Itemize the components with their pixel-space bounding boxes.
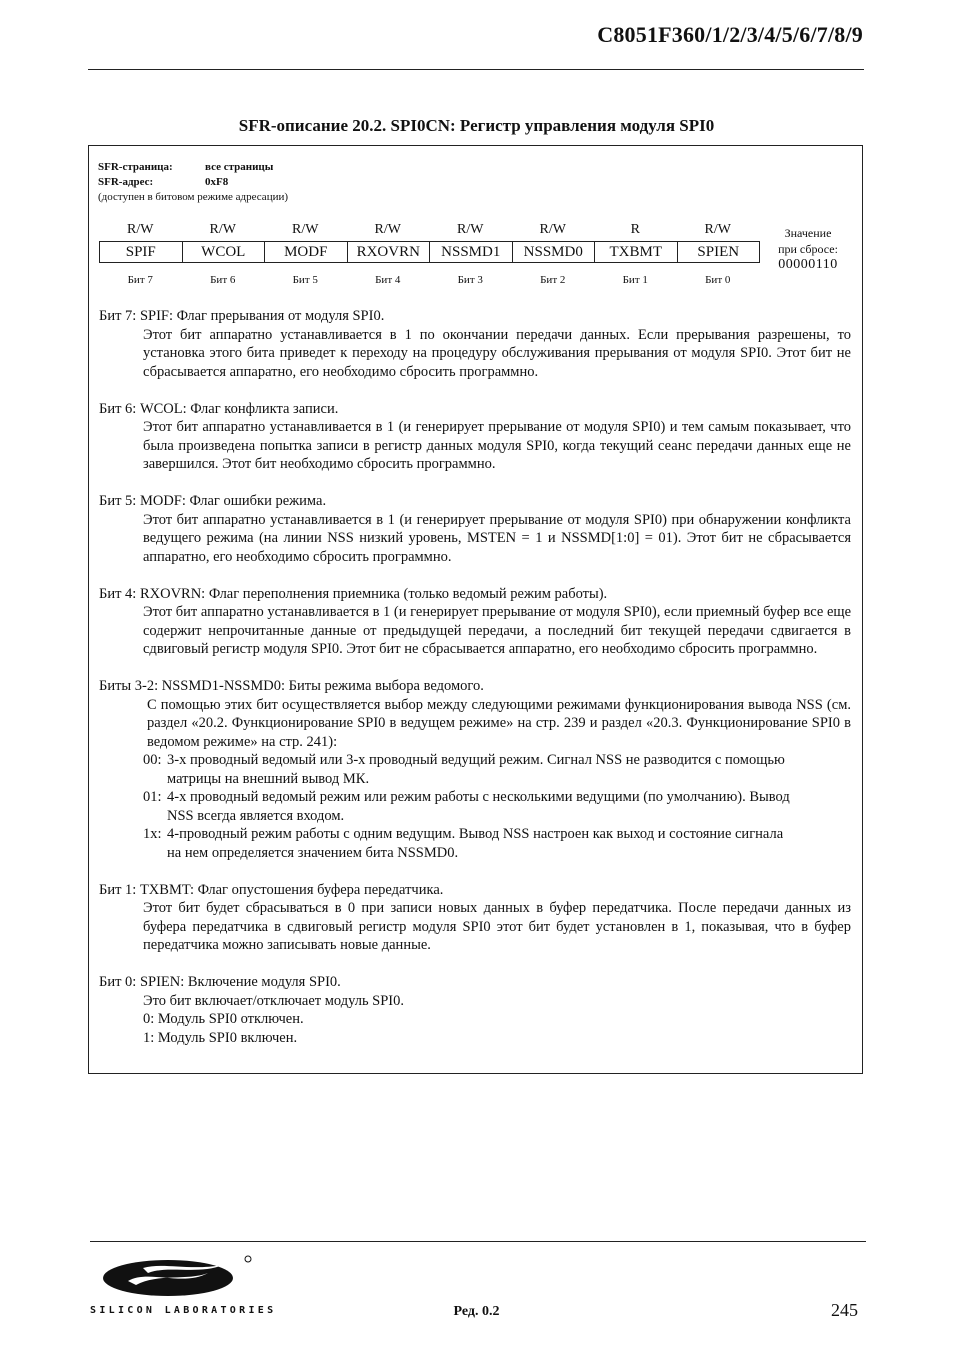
section-bit5 (99, 492, 851, 566)
mode-text: 4-проводный режим работы с одним ведущим. Вывод NSS настроен как выход и состояние сигнала (167, 826, 784, 842)
bit-cell-wcol: WCOL (183, 242, 266, 262)
register-description-box (88, 145, 863, 1074)
access-row (99, 222, 759, 238)
section-bit1 (99, 881, 851, 955)
register-bit-table (99, 241, 760, 263)
section-heading: Бит 5: MODF: Флаг ошибки режима. (99, 493, 327, 509)
footer-divider (90, 1241, 866, 1242)
section-heading: Бит 1: TXBMT: Флаг опустошения буфера передатчика. (99, 881, 444, 898)
section-body-line: Это бит включает/отключает модуль SPI0. (143, 992, 405, 1009)
mode-text-cont: матрицы на внешний вывод МК. (167, 770, 370, 787)
section-heading: Биты 3-2: NSSMD1-NSSMD0: Биты режима выбора ведомого. (99, 678, 484, 694)
sfr-address-label: SFR-адрес: (98, 176, 154, 188)
bit-number: Бит 6 (210, 274, 236, 286)
bit-cell-spien: SPIEN (678, 242, 761, 262)
bit-number: Бит 4 (375, 274, 401, 286)
access-bit4: R/W (374, 222, 401, 237)
bit-number: Бит 1 (622, 274, 648, 286)
sfr-meta (98, 160, 288, 205)
mode-option-1x (143, 825, 851, 844)
access-bit1: R (630, 222, 640, 237)
bit-cell-spif: SPIF (100, 242, 183, 262)
bit-number: Бит 5 (292, 274, 318, 286)
reset-label: Значение (784, 226, 832, 240)
mode-text-cont: NSS всегда является входом. (167, 807, 345, 824)
access-bit3: R/W (457, 222, 484, 237)
document-header-title: C8051F360/1/2/3/4/5/6/7/8/9 (597, 22, 863, 47)
section-heading: Бит 4: RXOVRN: Флаг переполнения приемника (только ведомый режим работы). (99, 585, 608, 602)
reset-value: 00000110 (778, 257, 838, 272)
reset-value-block (769, 225, 847, 273)
bit-cell-nssmd1: NSSMD1 (430, 242, 513, 262)
mode-option-01 (143, 788, 851, 807)
reset-label-2: при сбросе: (778, 242, 838, 256)
page-number: 245 (831, 1300, 858, 1320)
bit-number: Бит 3 (457, 274, 483, 286)
section-heading: Бит 7: SPIF: Флаг прерывания от модуля SPI0. (99, 308, 385, 324)
sfr-address-value: 0xF8 (205, 176, 229, 188)
sfr-description-title: SFR-описание 20.2. SPI0CN: Регистр управления модуля SPI0 (238, 116, 715, 135)
header-divider (88, 69, 864, 70)
access-bit7: R/W (127, 222, 154, 237)
section-body-line: 0: Модуль SPI0 отключен. (143, 1011, 304, 1027)
section-body: С помощью этих бит осуществляется выбор между следующими режимами функционирования вывода NSS (см. раздел «20.2. Функционирование SPI0 в ведущем режиме» на стр. 239 и раздел «20.3. Функционирование SPI0 в ведомом режиме» на стр. 241): (147, 696, 851, 750)
section-body: Этот бит будет сбрасываться в 0 при записи новых данных в буфер передатчика. После передачи данных из буфера передатчика в сдвиговый регистр модуля SPI0 этот бит будет установлен в 1, показывая, что в буфер передатчика можно записывать новые данные. (143, 900, 851, 953)
section-body: Этот бит аппаратно устанавливается в 1 (и генерирует прерывание от модуля SPI0), если приемный буфер все еще содержит непрочитанные данные от предыдущей передачи, а последний бит текущей передачи сдвигается в сдвиговый регистр модуля SPI0. Этот бит не сбрасывается аппаратно, его необходимо сбросить программно. (143, 604, 852, 657)
section-body: Этот бит аппаратно устанавливается в 1 (и генерирует прерывание от модуля SPI0) при обнаружении конфликта ведущего режима (на линии NSS низкий уровень, MSTEN = 1 и NSSMD[1:0] = 01). Этот бит не сбрасывается аппаратно, его необходимо сбросить программно. (143, 511, 851, 565)
mode-code: 00: (143, 752, 162, 768)
section-heading: Бит 6: WCOL: Флаг конфликта записи. (99, 400, 339, 417)
bit-cell-txbmt: TXBMT (595, 242, 678, 262)
bit-number-row (99, 274, 759, 286)
mode-code: 1x: (143, 826, 162, 842)
bit-number: Бит 7 (127, 274, 153, 286)
revision-label: Ред. 0.2 (453, 1304, 500, 1319)
silicon-labs-wordmark: SILICON LABORATORIES (90, 1305, 277, 1316)
bit-cell-rxovrn: RXOVRN (348, 242, 431, 262)
bit-number: Бит 2 (540, 274, 566, 286)
section-body: Этот бит аппаратно устанавливается в 1 (и генерирует прерывание от модуля SPI0) и тем самым показывает, что была произведена попытка записи в регистр данных модуля SPI0, когда текущий сеанс передачи данных еще не завершился. Этот бит необходимо сбросить программно. (143, 419, 851, 472)
section-body: Этот бит аппаратно устанавливается в 1 по окончании передачи данных. Если прерывания разрешены, то установка этого бита приведет к переходу на процедуру обслуживания прерывания от модуля SPI0. Этот бит не сбрасывается аппаратно, его необходимо сбросить программно. (143, 326, 851, 380)
section-bits3-2 (99, 677, 851, 862)
mode-text: 4-х проводный ведомый режим или режим работы с несколькими ведущими (по умолчанию). Вывод (167, 789, 790, 805)
section-bit7 (99, 307, 851, 381)
mode-text: 3-х проводный ведомый или 3-х проводный ведущий режим. Сигнал NSS не разводится с помощью (167, 752, 785, 768)
sfr-page-label: SFR-страница: (98, 161, 173, 173)
sfr-page-value: все страницы (205, 161, 274, 173)
mode-option-00 (143, 751, 851, 770)
section-body-line: 1: Модуль SPI0 включен. (143, 1029, 298, 1046)
sfr-bit-addressable-note: (доступен в битовом режиме адресации) (98, 191, 289, 203)
bit-cell-modf: MODF (265, 242, 348, 262)
mode-text-cont: на нем определяется значением бита NSSMD0. (167, 844, 459, 861)
section-bit6 (99, 400, 851, 474)
silicon-labs-logo-icon (88, 1251, 258, 1301)
bit-descriptions (99, 307, 851, 1066)
access-bit2: R/W (539, 222, 566, 237)
access-bit6: R/W (209, 222, 236, 237)
access-bit0: R/W (704, 222, 731, 237)
section-bit0 (99, 973, 851, 1047)
section-heading: Бит 0: SPIEN: Включение модуля SPI0. (99, 974, 341, 990)
bit-number: Бит 0 (705, 274, 731, 286)
mode-options (99, 751, 851, 862)
mode-code: 01: (143, 789, 162, 805)
section-bit4 (99, 585, 851, 659)
access-bit5: R/W (292, 222, 319, 237)
bit-cell-nssmd0: NSSMD0 (513, 242, 596, 262)
